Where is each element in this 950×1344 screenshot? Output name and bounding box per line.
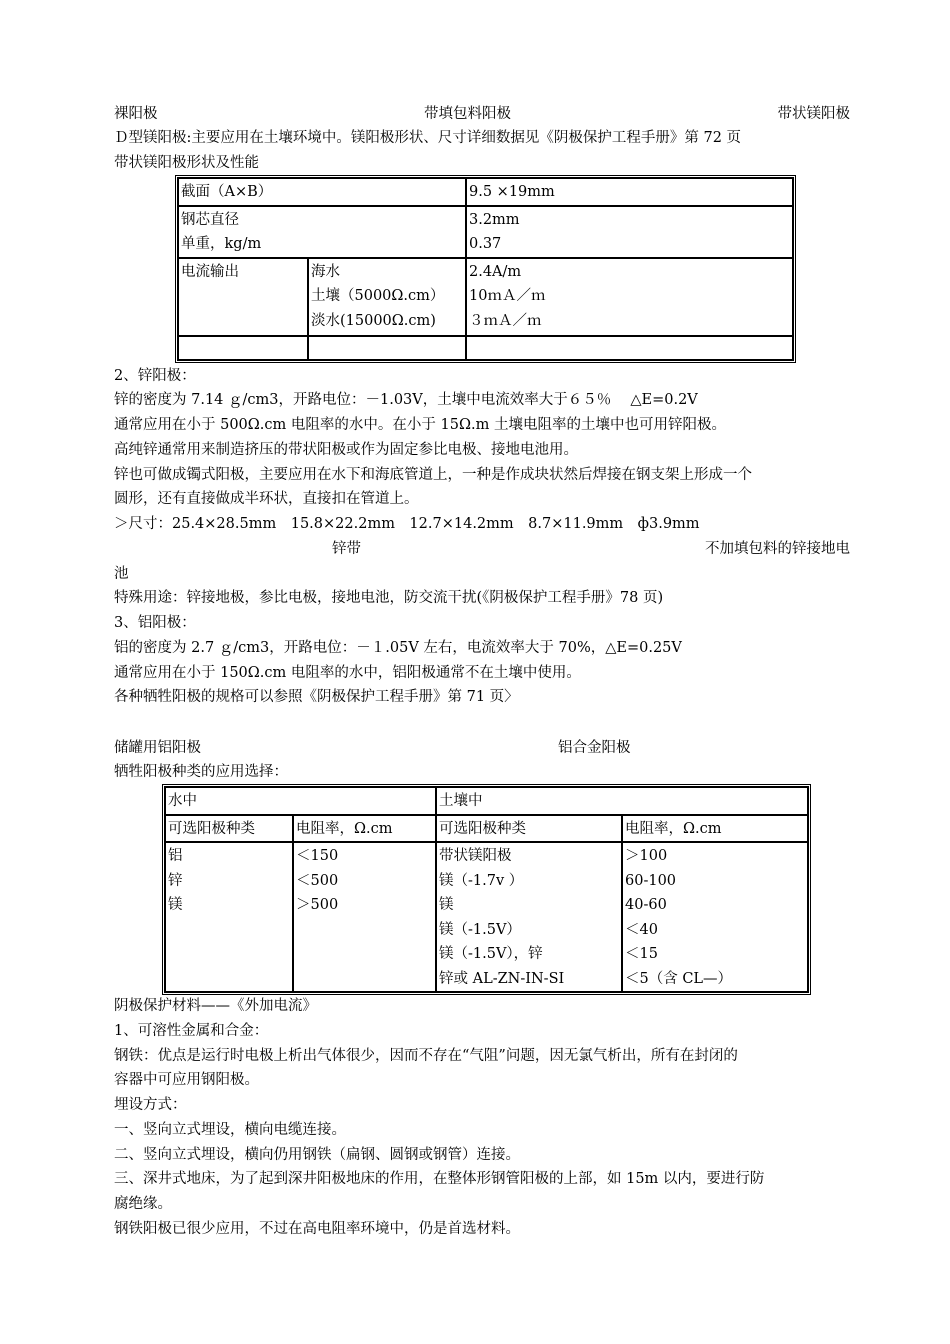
empty-cell — [308, 336, 466, 360]
burial-method-3a: 三、深井式地床，为了起到深井阳极地床的作用，在整体形钢管阳极的上部，如 15m 以内，要进行防 — [114, 1171, 765, 1187]
caption-packed-anode: 带填包料阳极 — [424, 106, 511, 122]
burial-method-1: 一、竖向立式埋设，横向电缆连接。 — [114, 1122, 346, 1138]
caption-row-anodes — [114, 104, 850, 124]
empty-cell — [178, 336, 308, 360]
caption-zinc-ribbon: 锌带 — [332, 541, 361, 557]
empty-cell — [466, 336, 793, 360]
header-soil-resistivity: 电阻率，Ω.cm — [622, 815, 808, 843]
steel-para-b: 容器中可应用钢阳极。 — [114, 1072, 259, 1088]
ribbon-table-title: 带状镁阳极形状及性能 — [114, 155, 259, 171]
zinc-p4a: 锌也可做成镯式阳极，主要应用在水下和海底管道上，一种是作成块状然后焊接在钢支架上形成一个 — [114, 467, 752, 483]
cell-core-weight-labels — [178, 206, 466, 258]
soil-res-1: ＞100 — [625, 848, 668, 864]
water-type-aluminum: 铝 — [168, 848, 183, 864]
soil-type-2: 镁（-1.7v ） — [439, 872, 524, 889]
header-soil: 土壤中 — [436, 787, 808, 815]
zinc-heading: 2、锌阳极： — [114, 368, 196, 384]
ribbon-anode-table — [175, 175, 796, 363]
steel-para-a: 钢铁：优点是运行时电极上析出气体很少，因而不存在“气阻”问题，因无氯气析出，所有在封闭的 — [114, 1048, 738, 1064]
soil-res-6: ＜5（含 CL—） — [625, 970, 733, 987]
core-label: 钢芯直径 — [181, 211, 239, 228]
caption-aluminum-alloy: 铝合金阳极 — [558, 740, 631, 756]
medium-soil: 土壤（5000Ω.cm） — [311, 288, 445, 304]
soil-res-5: ＜15 — [625, 946, 658, 962]
caption-zinc-ground: 不加填包料的锌接地电 — [705, 541, 850, 557]
value-soil: 10ｍＡ／ｍ — [469, 288, 546, 304]
water-types-cell — [165, 842, 293, 992]
value-seawater: 2.4A/m — [469, 263, 522, 280]
impressed-h1: 1、可溶性金属和合金： — [114, 1023, 269, 1039]
caption-ribbon-anode: 带状镁阳极 — [777, 106, 850, 122]
header-water-resistivity: 电阻率，Ω.cm — [293, 815, 436, 843]
weight-label: 单重，kg/m — [181, 236, 262, 252]
soil-type-5: 镁（-1.5V），锌 — [439, 946, 543, 962]
burial-method-3b: 腐绝缘。 — [114, 1196, 172, 1212]
cell-media — [308, 258, 466, 336]
soil-res-2: 60-100 — [625, 872, 677, 889]
zinc-special-use: 特殊用途：锌接地极，参比电极，接地电池，防交流干扰(《阴极保护工程手册》78 页) — [114, 590, 664, 606]
cell-current-label: 电流输出 — [178, 258, 308, 336]
soil-type-1: 带状镁阳极 — [439, 848, 512, 864]
soil-types-cell — [436, 842, 622, 992]
water-type-zinc: 锌 — [168, 872, 183, 889]
zinc-p4b: 圆形，还有直接做成半环状，直接扣在管道上。 — [114, 491, 419, 507]
value-freshwater: ３ｍＡ／ｍ — [469, 312, 542, 329]
soil-res-3: 40-60 — [625, 897, 667, 913]
water-resistivity-cell — [293, 842, 436, 992]
soil-type-6: 锌或 AL-ZN-IN-SI — [439, 970, 565, 987]
header-water-type: 可选阳极种类 — [165, 815, 293, 843]
zinc-p1: 锌的密度为 7.14 ｇ/cm3，开路电位：－1.03V，土壤中电流效率大于６５％ △E=0.2V — [114, 392, 698, 408]
zinc-p3: 高纯锌通常用来制造挤压的带状阳极或作为固定参比电极、接地电池用。 — [114, 442, 578, 458]
caption-zinc-ground-wrap: 池 — [114, 566, 129, 582]
cell-media-values — [466, 258, 793, 336]
aluminum-p2: 通常应用在小于 150Ω.cm 电阻率的水中，铝阳极通常不在土壤中使用。 — [114, 665, 581, 681]
medium-freshwater: 淡水(15000Ω.cm) — [311, 312, 436, 329]
water-res-1: ＜150 — [296, 848, 339, 864]
aluminum-heading: 3、铝阳极： — [114, 615, 196, 631]
soil-res-4: ＜40 — [625, 921, 658, 938]
caption-row-zinc — [114, 539, 850, 559]
zinc-sizes: ＞尺寸：25.4×28.5mm 15.8×22.2mm 12.7×14.2mm 8.7×11.9mm ф3.9mm — [114, 516, 700, 532]
soil-type-4: 镁（-1.5V） — [439, 921, 521, 938]
water-res-2: ＜500 — [296, 872, 339, 889]
header-water: 水中 — [165, 787, 436, 815]
weight-value: 0.37 — [469, 236, 502, 252]
water-type-magnesium: 镁 — [168, 897, 183, 913]
aluminum-p1: 铝的密度为 2.7 ｇ/cm3，开路电位：－１.05V 左右，电流效率大于 70%，△E=0.25V — [114, 640, 682, 656]
aluminum-p3: 各种牺牲阳极的规格可以参照《阴极保护工程手册》第 71 页〉 — [114, 689, 519, 705]
anode-selection-table — [162, 784, 811, 995]
impressed-title: 阴极保护材料——《外加电流》 — [114, 998, 317, 1014]
medium-seawater: 海水 — [311, 263, 340, 280]
cell-core-weight-values — [466, 206, 793, 258]
d-type-paragraph: Ｄ型镁阳极:主要应用在土壤环境中。镁阳极形状、尺寸详细数据见《阴极保护工程手册》第 72 页 — [114, 130, 742, 146]
header-soil-type: 可选阳极种类 — [436, 815, 622, 843]
caption-row-aluminum — [114, 738, 850, 758]
cell-section-label: 截面（A×B） — [178, 178, 466, 206]
zinc-p2: 通常应用在小于 500Ω.cm 电阻率的水中。在小于 15Ω.m 土壤电阻率的土壤中也可用锌阳极。 — [114, 417, 726, 433]
caption-bare-anode: 裸阳极 — [114, 106, 158, 122]
soil-resistivity-cell — [622, 842, 808, 992]
selection-table-title: 牺牲阳极种类的应用选择： — [114, 764, 288, 780]
soil-type-3: 镁 — [439, 897, 454, 913]
steel-conclusion: 钢铁阳极已很少应用，不过在高电阻率环境中，仍是首选材料。 — [114, 1221, 520, 1237]
water-res-3: ＞500 — [296, 897, 339, 913]
core-value: 3.2mm — [469, 211, 520, 228]
burial-heading: 埋设方式： — [114, 1097, 187, 1113]
caption-tank-aluminum: 储罐用铝阳极 — [114, 740, 201, 756]
cell-section-value: 9.5 ×19mm — [466, 178, 793, 206]
burial-method-2: 二、竖向立式埋设，横向仍用钢铁（扁钢、圆钢或钢管）连接。 — [114, 1147, 520, 1163]
